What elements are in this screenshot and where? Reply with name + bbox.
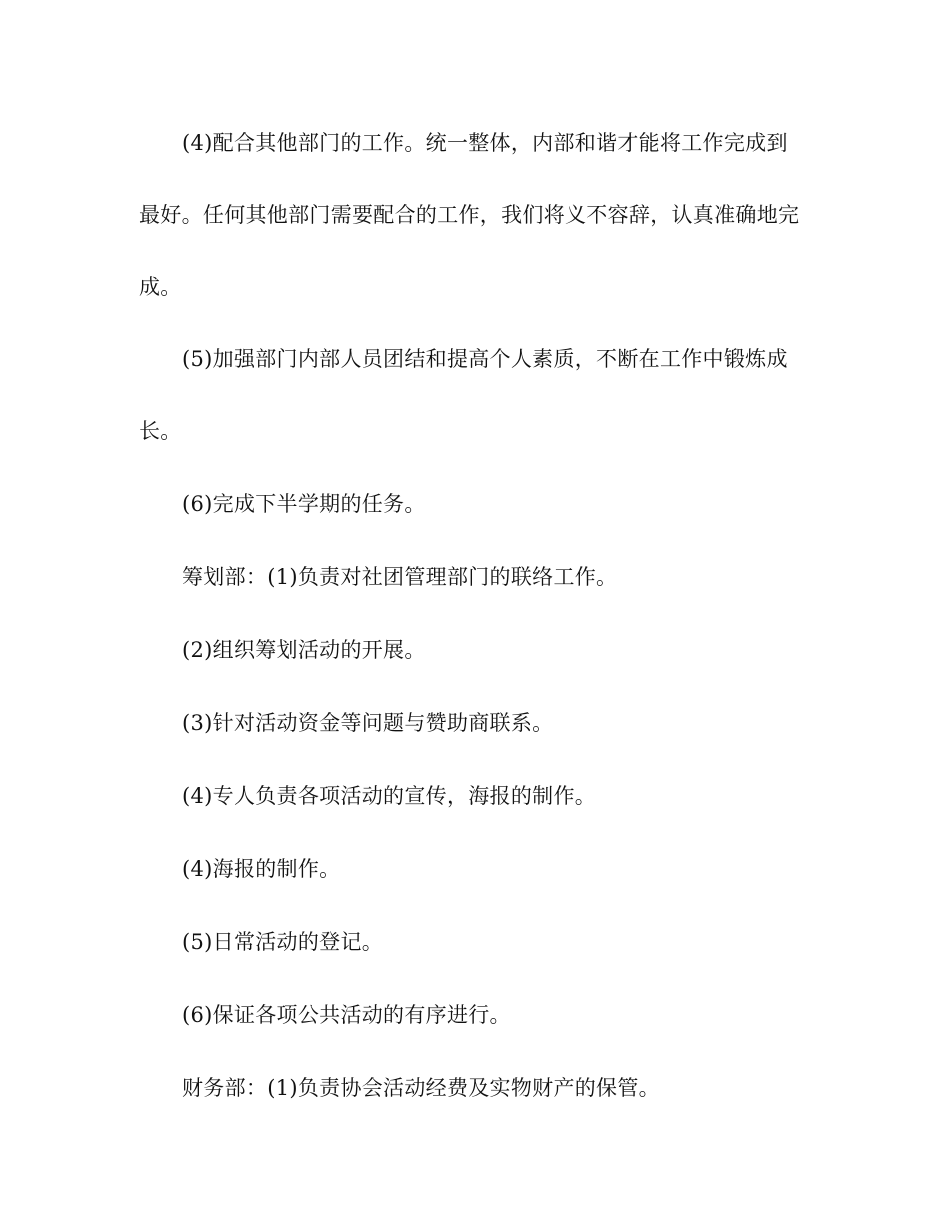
paragraph-line: (6)保证各项公共活动的有序进行。 bbox=[182, 1003, 511, 1027]
section-heading-line: 财务部：(1)负责协会活动经费及实物财产的保管。 bbox=[182, 1076, 660, 1100]
paragraph-line: 成。 bbox=[139, 275, 182, 299]
paragraph-line: 长。 bbox=[139, 419, 182, 443]
paragraph-line: 最好。任何其他部门需要配合的工作，我们将义不容辞，认真准确地完 bbox=[139, 203, 800, 227]
section-heading-line: 筹划部：(1)负责对社团管理部门的联络工作。 bbox=[182, 565, 618, 589]
paragraph-line: (4)专人负责各项活动的宣传，海报的制作。 bbox=[182, 784, 597, 808]
paragraph-line: (4)海报的制作。 bbox=[182, 857, 341, 881]
paragraph-line: (5)加强部门内部人员团结和提高个人素质，不断在工作中锻炼成 bbox=[182, 347, 788, 371]
paragraph-line: (4)配合其他部门的工作。统一整体，内部和谐才能将工作完成到 bbox=[182, 131, 788, 155]
paragraph-line: (2)组织筹划活动的开展。 bbox=[182, 638, 426, 662]
paragraph-line: (6)完成下半学期的任务。 bbox=[182, 492, 426, 516]
paragraph-line: (5)日常活动的登记。 bbox=[182, 930, 384, 954]
paragraph-line: (3)针对活动资金等问题与赞助商联系。 bbox=[182, 711, 554, 735]
